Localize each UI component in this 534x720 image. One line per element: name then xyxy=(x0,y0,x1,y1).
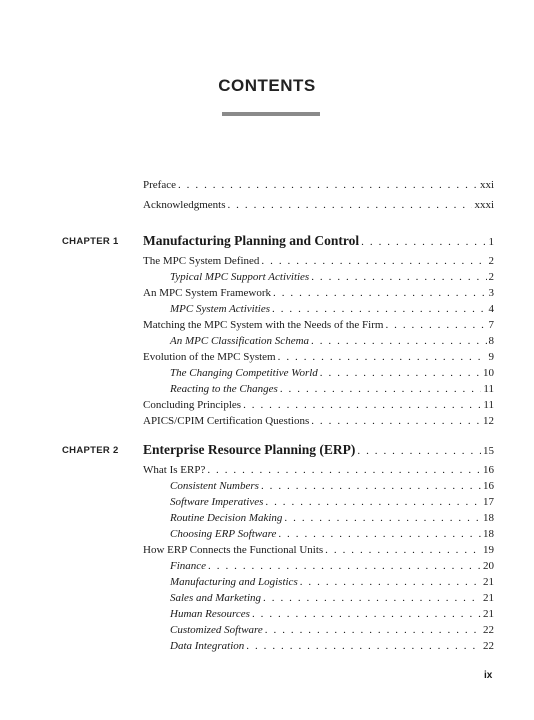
leader-dots xyxy=(278,526,481,542)
leader-dots xyxy=(300,574,481,590)
leader-dots xyxy=(280,381,482,397)
toc-entry[interactable] xyxy=(143,397,494,413)
toc-entry-title: Routine Decision Making xyxy=(170,512,283,524)
toc-subentry[interactable] xyxy=(170,510,494,526)
toc-entry-title: Consistent Numbers xyxy=(170,480,259,492)
toc-entry-title: Manufacturing and Logistics xyxy=(170,576,298,588)
toc-entry-page: 19 xyxy=(483,544,494,556)
toc-entry[interactable] xyxy=(143,542,494,558)
toc-entry-page: 16 xyxy=(483,464,494,476)
toc-entry-page: 17 xyxy=(483,496,494,508)
chapter-1-heading[interactable] xyxy=(143,232,494,250)
toc-entry-page: xxxi xyxy=(474,199,494,211)
chapter-title: Enterprise Resource Planning (ERP) xyxy=(143,442,356,457)
toc-entry[interactable] xyxy=(143,413,494,429)
toc-entry-page: 18 xyxy=(483,512,494,524)
leader-dots xyxy=(261,478,481,494)
toc-subentry[interactable] xyxy=(170,558,494,574)
toc-entry-page: 11 xyxy=(483,383,494,395)
leader-dots xyxy=(208,558,481,574)
toc-subentry[interactable] xyxy=(170,574,494,590)
toc-entry-page: 22 xyxy=(483,640,494,652)
chapter-1-label: CHAPTER 1 xyxy=(62,236,119,247)
toc-subentry[interactable] xyxy=(170,622,494,638)
toc-entry-page: 18 xyxy=(483,528,494,540)
toc-entry-title: Acknowledgments xyxy=(143,199,226,211)
toc-subentry[interactable] xyxy=(170,365,494,381)
toc-entry-page: 21 xyxy=(483,592,494,604)
chapter-page: 1 xyxy=(488,236,494,248)
leader-dots xyxy=(311,269,486,285)
toc-entry-page: xxi xyxy=(479,179,494,191)
toc-entry-title: An MPC System Framework xyxy=(143,287,272,299)
toc-entry[interactable] xyxy=(143,253,494,269)
leader-dots xyxy=(265,494,481,510)
toc-subentry[interactable] xyxy=(170,494,494,510)
toc-subentry[interactable] xyxy=(170,269,494,285)
leader-dots xyxy=(273,285,486,301)
toc-entry-title: MPC System Activities xyxy=(170,303,270,315)
leader-dots xyxy=(320,365,481,381)
leader-dots xyxy=(325,542,481,558)
toc-subentry[interactable] xyxy=(170,526,494,542)
toc-subentry[interactable] xyxy=(170,381,494,397)
toc-subentry[interactable] xyxy=(170,590,494,606)
toc-entry[interactable] xyxy=(143,462,494,478)
leader-dots xyxy=(261,253,486,269)
toc-entry[interactable] xyxy=(143,349,494,365)
toc-entry-page: 10 xyxy=(483,367,494,379)
leader-dots xyxy=(385,317,486,333)
toc-entry-title: How ERP Connects the Functional Units xyxy=(143,544,324,556)
leader-dots xyxy=(272,301,487,317)
toc-entry-page: 4 xyxy=(488,303,494,315)
toc-entry-acknowledgments[interactable] xyxy=(143,197,494,213)
toc-entry-title: An MPC Classification Schema xyxy=(170,335,310,347)
leader-dots xyxy=(243,397,481,413)
toc-entry-page: 7 xyxy=(488,319,494,331)
leader-dots xyxy=(284,510,481,526)
toc-entry-title: Typical MPC Support Activities xyxy=(170,271,310,283)
toc-entry-title: Customized Software xyxy=(170,624,263,636)
leader-dots xyxy=(252,606,481,622)
leader-dots xyxy=(246,638,481,654)
chapter-2-label: CHAPTER 2 xyxy=(62,445,119,456)
toc-entry-title: What Is ERP? xyxy=(143,464,206,476)
toc-subentry[interactable] xyxy=(170,478,494,494)
toc-entry-title: Evolution of the MPC System xyxy=(143,351,276,363)
chapter-2-heading[interactable] xyxy=(143,441,494,459)
toc-entry-page: 16 xyxy=(483,480,494,492)
toc-subentry[interactable] xyxy=(170,333,494,349)
leader-dots xyxy=(207,462,481,478)
toc-subentry[interactable] xyxy=(170,638,494,654)
title-underline xyxy=(222,112,320,116)
toc-entry[interactable] xyxy=(143,285,494,301)
toc-entry-title: Concluding Principles xyxy=(143,399,242,411)
page-title: CONTENTS xyxy=(218,76,316,95)
leader-dots xyxy=(178,177,478,193)
toc-entry-page: 8 xyxy=(488,335,494,347)
toc-entry-page: 20 xyxy=(483,560,494,572)
toc-entry-page: 9 xyxy=(488,351,494,363)
toc-entry-title: Human Resources xyxy=(170,608,250,620)
leader-dots xyxy=(227,197,472,213)
toc-entry-page: 3 xyxy=(488,287,494,299)
toc-entry-title: The MPC System Defined xyxy=(143,255,260,267)
chapter-page: 15 xyxy=(483,445,494,457)
chapter-title: Manufacturing Planning and Control xyxy=(143,233,360,248)
toc-entry-title: Preface xyxy=(143,179,176,191)
toc-entry-page: 2 xyxy=(488,271,494,283)
leader-dots xyxy=(357,442,481,460)
toc-entry-preface[interactable] xyxy=(143,177,494,193)
toc-entry-page: 12 xyxy=(483,415,494,427)
toc-entry-page: 21 xyxy=(483,576,494,588)
leader-dots xyxy=(278,349,487,365)
toc-entry-title: Data Integration xyxy=(170,640,245,652)
toc-entry-title: Choosing ERP Software xyxy=(170,528,277,540)
toc-entry-page: 2 xyxy=(488,255,494,267)
toc-entry-title: Finance xyxy=(170,560,207,572)
page-number: ix xyxy=(484,670,493,681)
toc-entry-page: 21 xyxy=(483,608,494,620)
leader-dots xyxy=(263,590,481,606)
leader-dots xyxy=(265,622,481,638)
toc-entry-title: APICS/CPIM Certification Questions xyxy=(143,415,310,427)
leader-dots xyxy=(311,333,486,349)
toc-entry-page: 11 xyxy=(483,399,494,411)
toc-entry-title: Reacting to the Changes xyxy=(170,383,278,395)
toc-entry-page: 22 xyxy=(483,624,494,636)
toc-entry-title: Matching the MPC System with the Needs of the Firm xyxy=(143,319,384,331)
toc-subentry[interactable] xyxy=(170,606,494,622)
toc-entry[interactable] xyxy=(143,317,494,333)
toc-entry-title: Sales and Marketing xyxy=(170,592,262,604)
toc-entry-title: Software Imperatives xyxy=(170,496,264,508)
toc-entry-title: The Changing Competitive World xyxy=(170,367,318,379)
leader-dots xyxy=(311,413,481,429)
toc-subentry[interactable] xyxy=(170,301,494,317)
leader-dots xyxy=(361,233,486,251)
